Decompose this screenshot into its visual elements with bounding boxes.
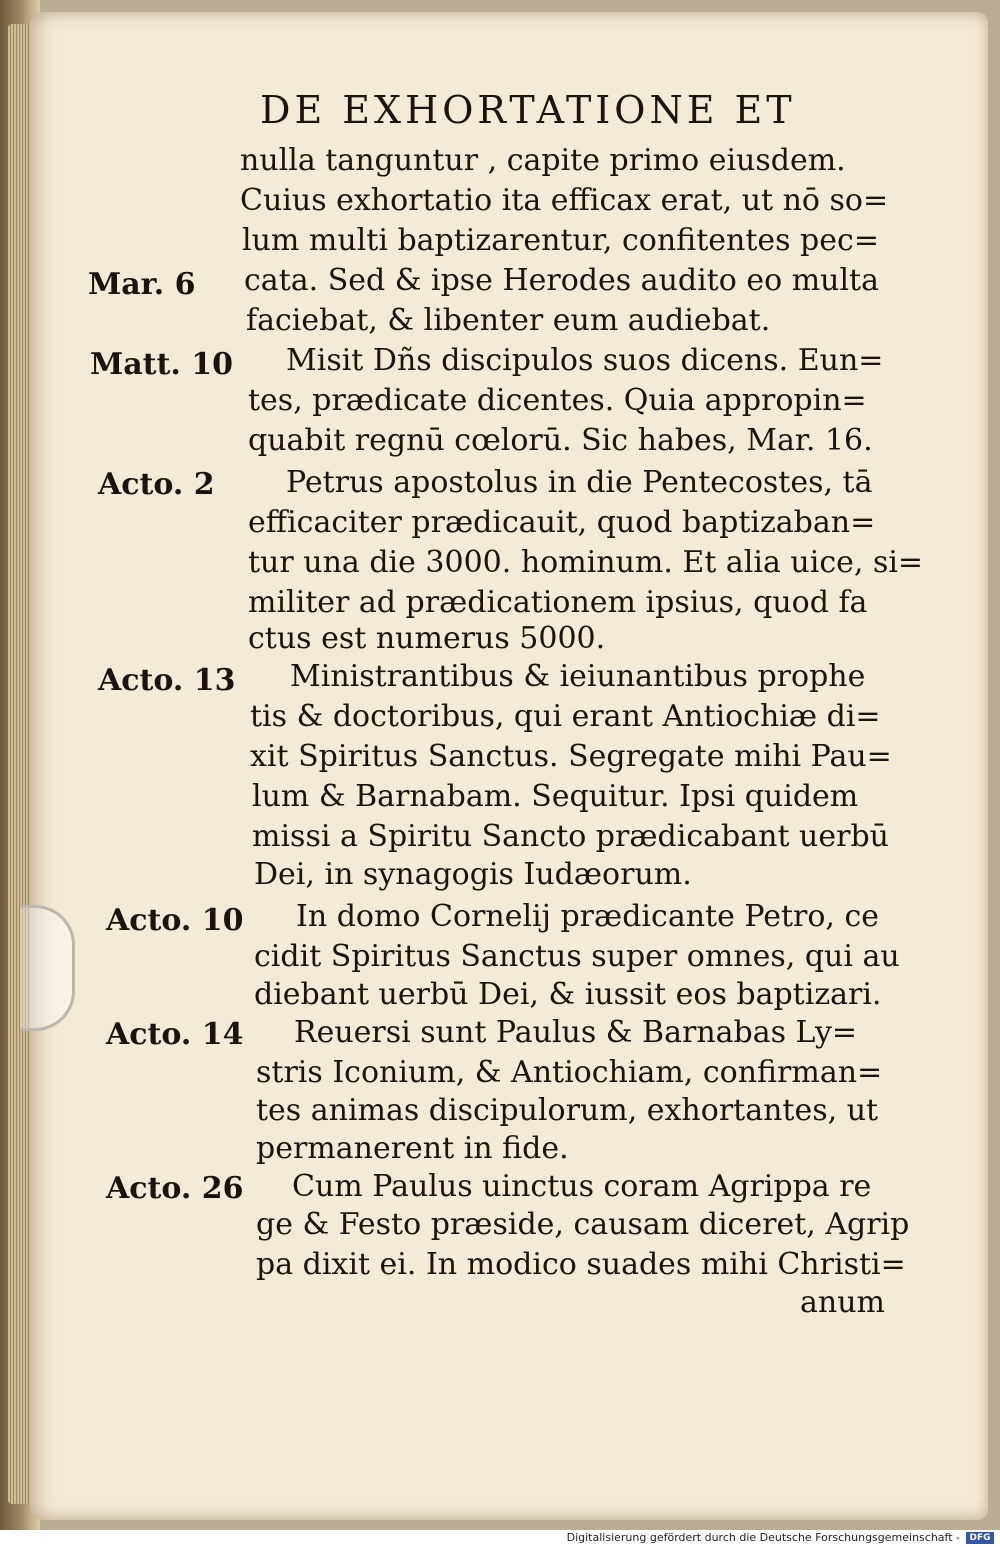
- marginal-note: Acto. 13: [98, 663, 236, 698]
- body-line: tur una die 3000. hominum. Et alia uice, si=: [248, 545, 924, 580]
- body-line: xit Spiritus Sanctus. Segregate mihi Pau=: [250, 739, 892, 774]
- marginal-note: Matt. 10: [90, 347, 233, 382]
- body-line: lum & Barnabam. Sequitur. Ipsi quidem: [252, 779, 859, 814]
- body-line: Cuius exhortatio ita efficax erat, ut nō so=: [240, 183, 889, 218]
- body-line: lum multi baptizarentur, confitentes pec=: [242, 223, 879, 258]
- marginal-note: Acto. 14: [106, 1017, 244, 1052]
- body-line: anum: [800, 1285, 885, 1320]
- body-line: ge & Festo præside, causam diceret, Agrip: [256, 1207, 910, 1242]
- body-line: efficaciter prædicauit, quod baptizaban=: [248, 505, 876, 540]
- body-line: ctus est numerus 5000.: [248, 621, 606, 656]
- body-line: tes, prædicate dicentes. Quia appropin=: [248, 383, 867, 418]
- body-line: permanerent in fide.: [256, 1131, 569, 1166]
- marginal-note: Acto. 2: [98, 467, 215, 502]
- footer-bar: [0, 1530, 1000, 1547]
- body-line: Ministrantibus & ieiunantibus prophe: [290, 659, 866, 694]
- body-line: diebant uerbū Dei, & iussit eos baptizari.: [254, 977, 882, 1012]
- body-line: stris Iconium, & Antiochiam, confirman=: [256, 1055, 883, 1090]
- body-line: Reuersi sunt Paulus & Barnabas Ly=: [294, 1015, 858, 1050]
- body-line: quabit regnū cœlorū. Sic habes, Mar. 16.: [248, 423, 873, 458]
- body-line: pa dixit ei. In modico suades mihi Christi=: [256, 1247, 906, 1282]
- body-line: faciebat, & libenter eum audiebat.: [246, 303, 771, 338]
- body-line: In domo Cornelij prædicante Petro, ce: [296, 899, 880, 934]
- body-line: cidit Spiritus Sanctus super omnes, qui au: [254, 939, 900, 974]
- marginal-note: Acto. 26: [106, 1171, 244, 1206]
- body-line: tis & doctoribus, qui erant Antiochiæ di=: [250, 699, 881, 734]
- body-line: tes animas discipulorum, exhortantes, ut: [256, 1093, 879, 1128]
- body-line: Petrus apostolus in die Pentecostes, tā: [286, 465, 873, 500]
- body-line: militer ad prædicationem ipsius, quod fa: [248, 585, 868, 620]
- body-line: Misit Dñs discipulos suos dicens. Eun=: [286, 343, 884, 378]
- body-line: cata. Sed & ipse Herodes audito eo multa: [244, 263, 879, 298]
- dfg-logo: DFG: [966, 1532, 994, 1544]
- marginal-note: Mar. 6: [88, 267, 196, 302]
- running-head: DE EXHORTATIONE ET: [260, 88, 796, 132]
- body-line: missi a Spiritu Sancto prædicabant uerbū: [252, 819, 889, 854]
- body-line: nulla tanguntur , capite primo eiusdem.: [240, 143, 846, 178]
- body-line: Cum Paulus uinctus coram Agrippa re: [292, 1169, 872, 1204]
- body-line: Dei, in synagogis Iudæorum.: [254, 857, 692, 892]
- marginal-note: Acto. 10: [106, 903, 244, 938]
- funding-credit: Digitalisierung gefördert durch die Deutsche Forschungsgemeinschaft -: [566, 1531, 960, 1544]
